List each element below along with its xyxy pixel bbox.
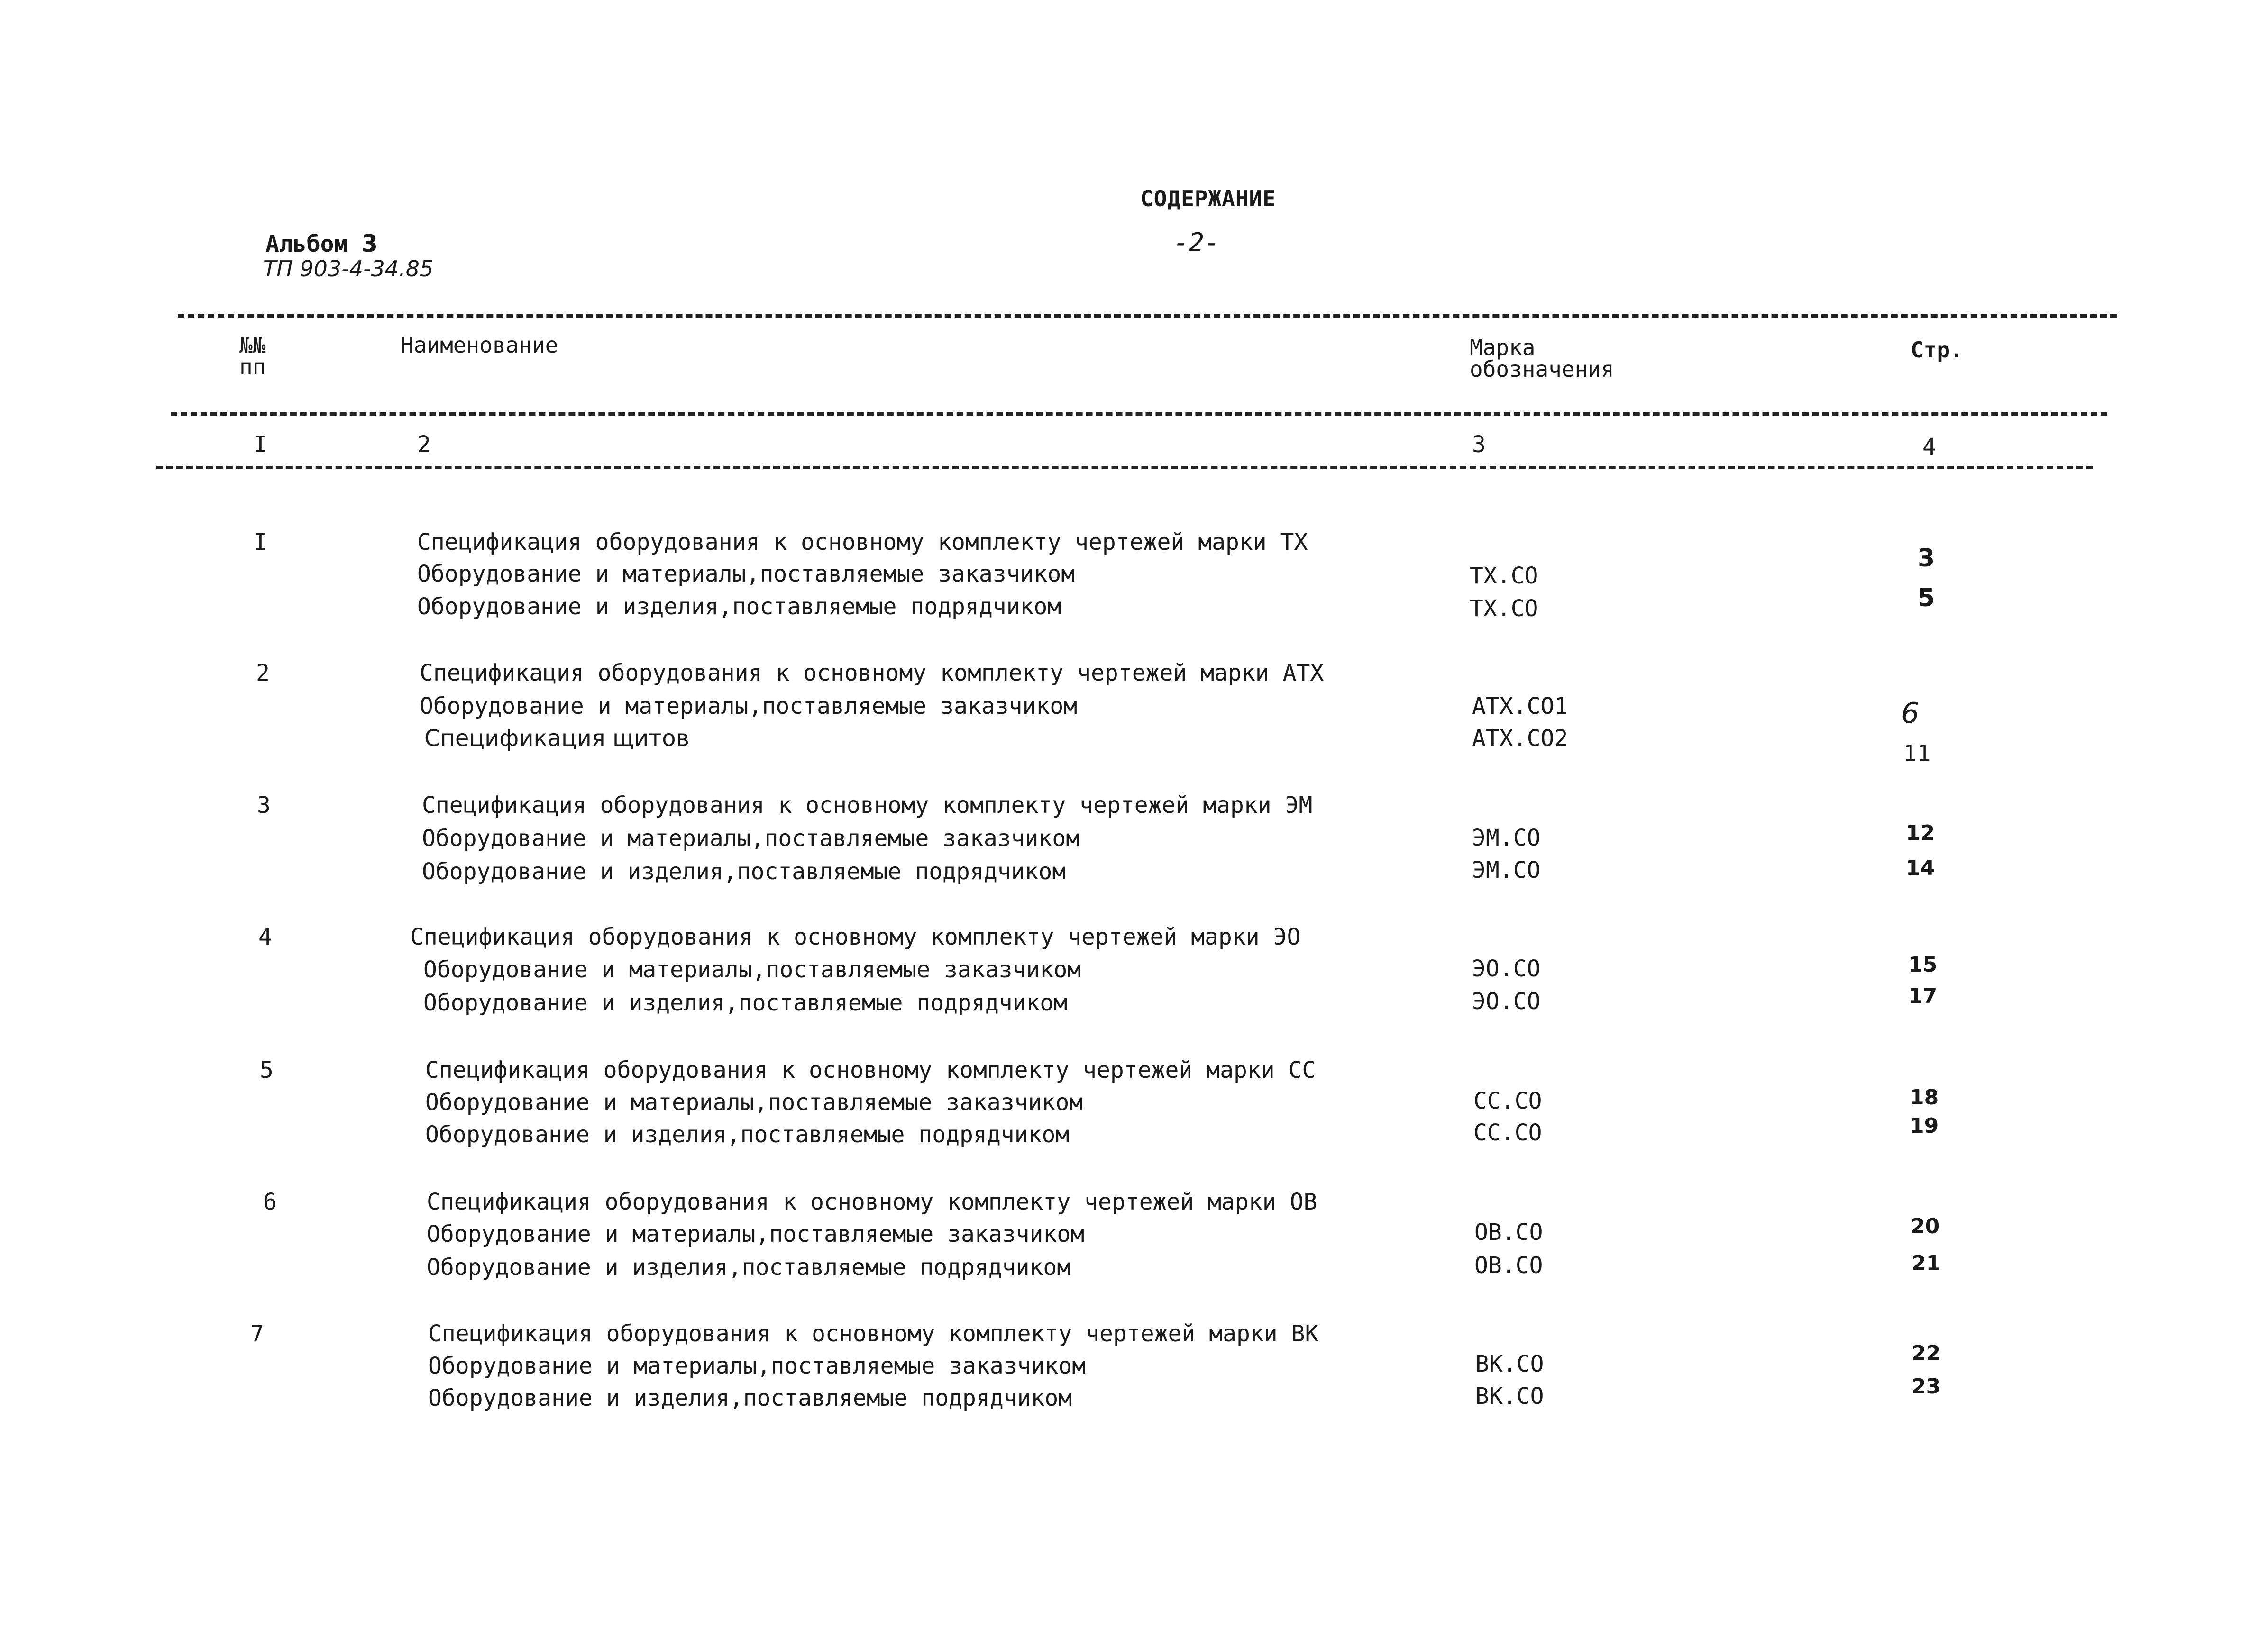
section-title: Спецификация оборудования к основному комплекту чертежей марки ЭО bbox=[410, 924, 1301, 950]
row-page: 12 bbox=[1906, 821, 1935, 845]
row-mark: ТХ.СО bbox=[1470, 595, 1538, 622]
column-header-name: Наименование bbox=[401, 332, 558, 358]
header-middle-rule bbox=[171, 412, 2107, 416]
row-name: Оборудование и материалы,поставляемые заказчиком bbox=[425, 1089, 1083, 1116]
row-page: 6 bbox=[1901, 697, 1920, 730]
row-name: Оборудование и материалы,поставляемые заказчиком bbox=[423, 956, 1081, 983]
section-title: Спецификация оборудования к основному комплекту чертежей марки АТХ bbox=[420, 660, 1324, 686]
row-mark: ТХ.СО bbox=[1470, 563, 1538, 589]
row-page: 22 bbox=[1911, 1341, 1941, 1365]
row-mark: АТХ.СО1 bbox=[1472, 693, 1568, 719]
row-name: Оборудование и изделия,поставляемые подрядчиком bbox=[427, 1254, 1071, 1281]
row-name: Оборудование и изделия,поставляемые подрядчиком bbox=[422, 858, 1066, 885]
column-header-page: Стр. bbox=[1911, 337, 1963, 363]
column-number-3: 3 bbox=[1472, 431, 1486, 458]
header-bottom-rule bbox=[156, 466, 2093, 469]
row-page: 15 bbox=[1908, 953, 1938, 977]
row-page: 11 bbox=[1903, 740, 1931, 766]
row-page: 23 bbox=[1911, 1374, 1941, 1399]
column-header-number bbox=[239, 334, 265, 378]
row-page: 3 bbox=[1918, 544, 1935, 573]
row-mark: АТХ.СО2 bbox=[1472, 725, 1568, 752]
section-title: Спецификация оборудования к основному комплекту чертежей марки ОВ bbox=[427, 1189, 1317, 1215]
section-number: I bbox=[254, 529, 267, 555]
document-title: СОДЕРЖАНИЕ bbox=[1140, 186, 1276, 211]
row-mark: ЭО.СО bbox=[1472, 956, 1541, 982]
row-page: 19 bbox=[1910, 1114, 1939, 1138]
row-mark: СС.СО bbox=[1473, 1119, 1542, 1146]
page-number: -2- bbox=[1173, 228, 1220, 257]
row-page: 18 bbox=[1910, 1085, 1939, 1110]
row-name: Оборудование и материалы,поставляемые заказчиком bbox=[420, 693, 1078, 719]
section-title: Спецификация оборудования к основному комплекту чертежей марки СС bbox=[425, 1057, 1316, 1083]
section-number: 3 bbox=[257, 792, 271, 819]
row-mark: ВК.СО bbox=[1475, 1351, 1544, 1377]
row-name: Спецификация щитов bbox=[424, 725, 689, 752]
column-number-2: 2 bbox=[417, 431, 431, 458]
header-top-rule bbox=[178, 314, 2117, 318]
row-name: Оборудование и изделия,поставляемые подрядчиком bbox=[417, 593, 1061, 620]
column-header-mark-line2: обозначения bbox=[1470, 356, 1614, 382]
album-info bbox=[265, 230, 378, 257]
row-mark: СС.СО bbox=[1473, 1088, 1542, 1114]
project-code: ТП 903-4-34.85 bbox=[263, 256, 434, 282]
section-title: Спецификация оборудования к основному комплекту чертежей марки ВК bbox=[428, 1320, 1319, 1347]
row-name: Оборудование и изделия,поставляемые подрядчиком bbox=[423, 990, 1068, 1016]
section-title: Спецификация оборудования к основному комплекту чертежей марки ЭМ bbox=[422, 792, 1313, 819]
column-header-mark-line1: Марка bbox=[1470, 335, 1536, 360]
album-number: 3 bbox=[361, 230, 378, 257]
row-name: Оборудование и материалы,поставляемые заказчиком bbox=[417, 561, 1075, 587]
row-name: Оборудование и изделия,поставляемые подрядчиком bbox=[428, 1385, 1072, 1411]
section-number: 7 bbox=[250, 1320, 264, 1347]
row-name: Оборудование и материалы,поставляемые заказчиком bbox=[428, 1353, 1086, 1379]
row-mark: ЭМ.СО bbox=[1472, 825, 1541, 851]
row-page: 20 bbox=[1911, 1214, 1940, 1238]
section-number: 5 bbox=[260, 1057, 274, 1083]
album-label: Альбом bbox=[265, 231, 348, 257]
row-page: 5 bbox=[1918, 584, 1935, 612]
row-mark: ОВ.СО bbox=[1474, 1252, 1543, 1279]
section-title: Спецификация оборудования к основному комплекту чертежей марки ТХ bbox=[417, 529, 1308, 555]
row-page: 21 bbox=[1911, 1251, 1941, 1275]
row-mark: ЭО.СО bbox=[1472, 988, 1541, 1015]
column-number-1: I bbox=[254, 431, 267, 458]
section-number: 6 bbox=[263, 1189, 277, 1215]
section-number: 2 bbox=[256, 660, 270, 686]
column-header-mark bbox=[1470, 337, 1614, 380]
column-number-4: 4 bbox=[1922, 434, 1936, 460]
row-mark: ОВ.СО bbox=[1474, 1219, 1543, 1246]
row-name: Оборудование и материалы,поставляемые заказчиком bbox=[427, 1221, 1085, 1247]
column-header-number-line2: пп bbox=[239, 354, 266, 380]
row-mark: ЭМ.СО bbox=[1472, 857, 1541, 883]
row-name: Оборудование и изделия,поставляемые подрядчиком bbox=[425, 1121, 1070, 1148]
row-mark: ВК.СО bbox=[1475, 1383, 1544, 1410]
row-page: 14 bbox=[1906, 856, 1935, 880]
row-page: 17 bbox=[1908, 984, 1938, 1008]
row-name: Оборудование и материалы,поставляемые заказчиком bbox=[422, 825, 1080, 852]
section-number: 4 bbox=[258, 924, 272, 950]
column-header-number-line1: №№ bbox=[239, 332, 266, 358]
